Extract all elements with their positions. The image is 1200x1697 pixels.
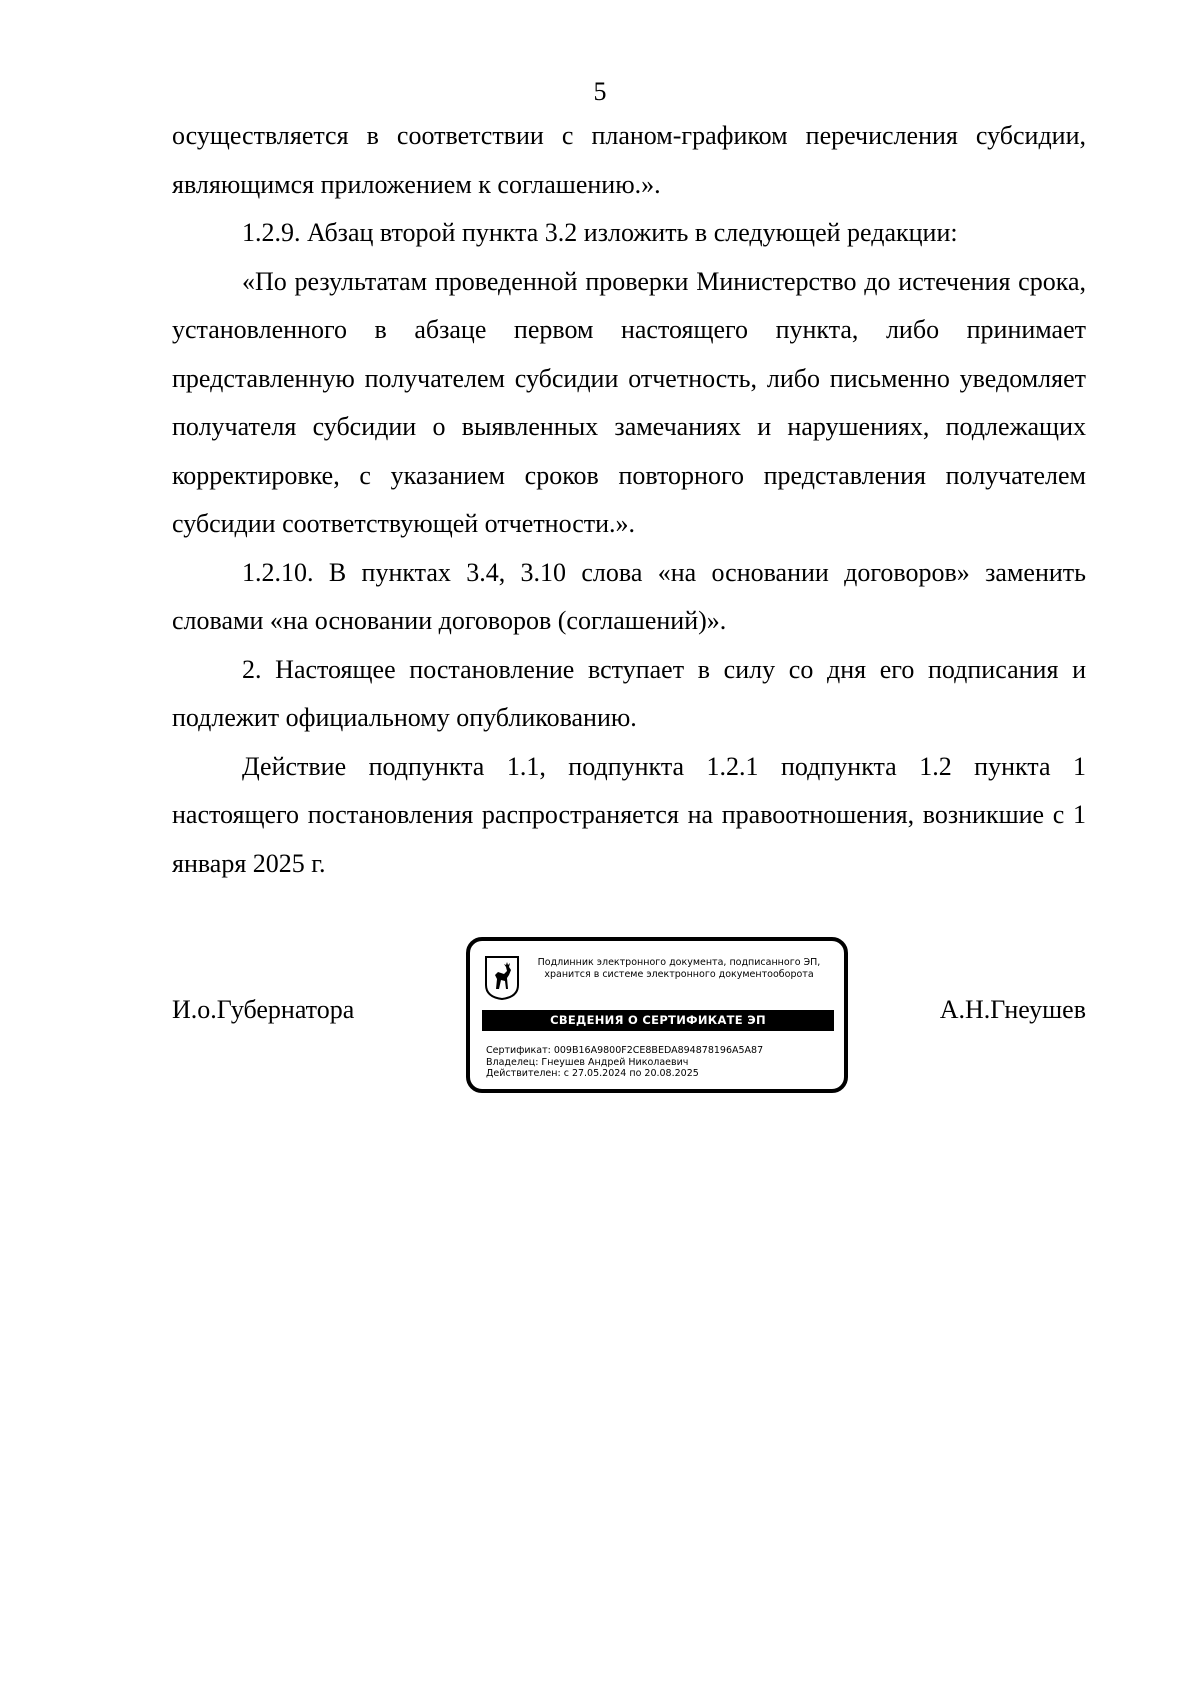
paragraph-quoted-amendment: «По результатам проведенной проверки Министерство до истечения срока, установленного в абзаце первом настоящего пункта, либо принимает представленную получателем субсидии отчетность, либо письменно уведомляет получателя субсидии о выявленных замечаниях и нарушениях, подлежащих корректировке, с указанием сроков повторного представления получателем субсидии соответствующей отчетности.».: [172, 266, 1086, 538]
paragraph-retroactive: Действие подпункта 1.1, подпункта 1.2.1 подпункта 1.2 пункта 1 настоящего постановления распространяется на правоотношения, возникшие с 1 января 2025 г.: [172, 751, 1086, 878]
stamp-header-line1: Подлинник электронного документа, подписанного ЭП,: [537, 957, 821, 968]
signatory-title: И.о.Губернатора: [172, 995, 355, 1024]
certificate-info-bar: СВЕДЕНИЯ О СЕРТИФИКАТЕ ЭП: [482, 1010, 834, 1031]
paragraph-1-2-9: 1.2.9. Абзац второй пункта 3.2 изложить в следующей редакции:: [242, 218, 958, 247]
certificate-owner: Владелец: Гнеушев Андрей Николаевич: [486, 1056, 689, 1068]
document-body: [172, 112, 1086, 888]
paragraph-2-effective: 2. Настоящее постановление вступает в силу со дня его подписания и подлежит официальному опубликованию.: [172, 654, 1086, 732]
certificate-serial: Сертификат: 009B16A9800F2CE8BEDA894878196A5A87: [486, 1045, 764, 1056]
deer-coat-of-arms-icon: [484, 955, 520, 1001]
certificate-validity: Действителен: с 27.05.2024 по 20.08.2025: [486, 1068, 699, 1079]
electronic-signature-stamp: [466, 937, 848, 1093]
stamp-header-line2: хранится в системе электронного документооборота: [544, 969, 814, 980]
paragraph-1-2-10: 1.2.10. В пунктах 3.4, 3.10 слова «на основании договоров» заменить словами «на основании договоров (соглашений)».: [172, 557, 1086, 635]
page-number: 5: [593, 77, 607, 106]
certificate-details: [486, 1045, 763, 1080]
paragraph-continuation: осуществляется в соответствии с планом-графиком перечисления субсидии, являющимся приложением к соглашению.».: [172, 121, 1086, 199]
signatory-name: А.Н.Гнеушев: [939, 995, 1086, 1024]
stamp-header: [520, 957, 838, 981]
